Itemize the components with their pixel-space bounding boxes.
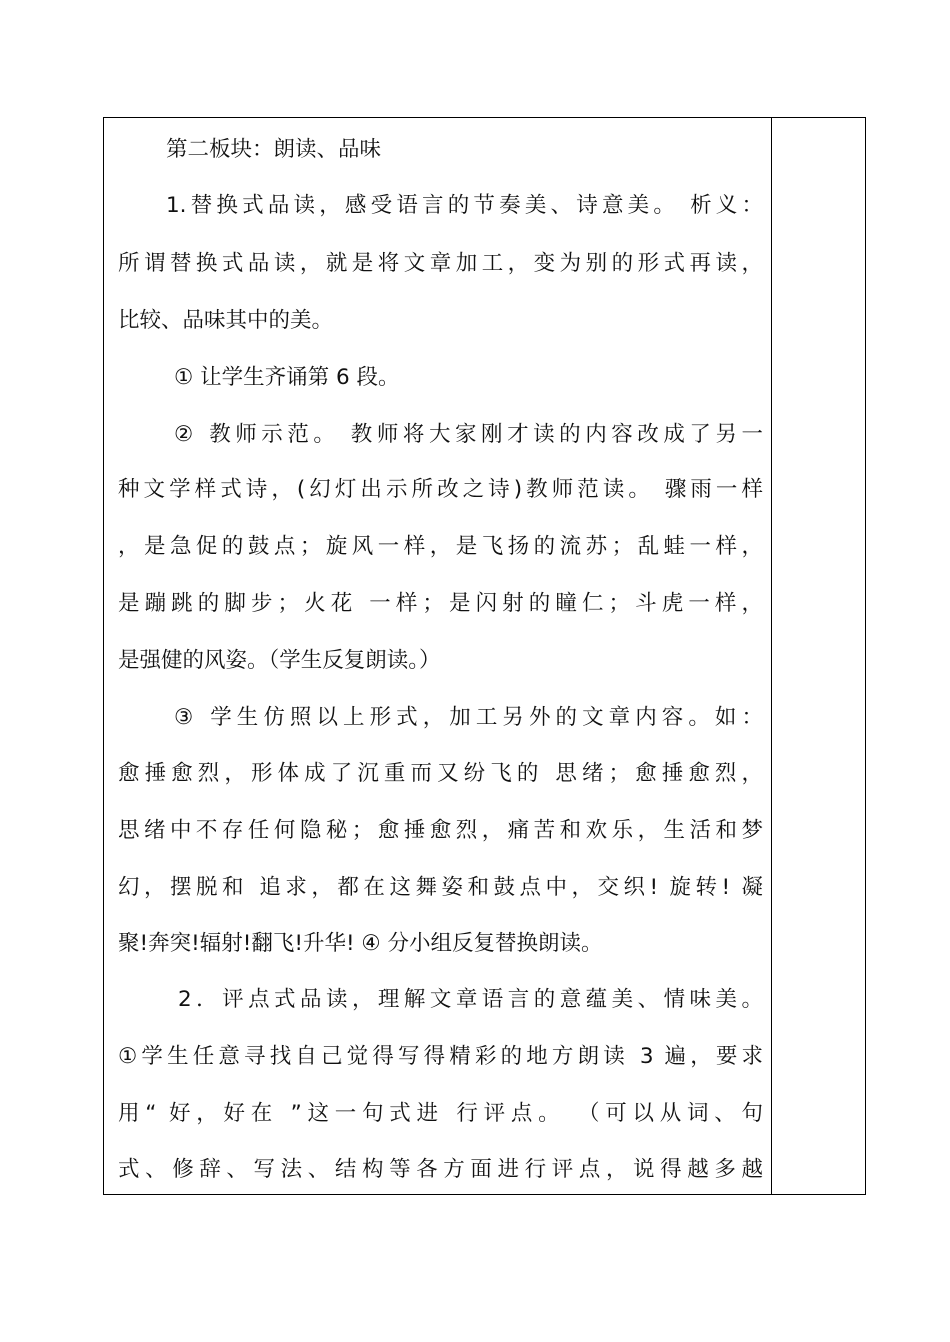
text-line: ，是急促的鼓点；旋风一样，是飞扬的流苏；乱蛙一样， <box>118 534 763 559</box>
text-line: 聚!奔突!辐射!翻飞!升华! ④ 分小组反复替换朗读。 <box>118 931 603 956</box>
text-line: 种文学样式诗，(幻灯出示所改之诗)教师范读。 骤雨一样 <box>118 477 763 502</box>
text-line: 所谓替换式品读，就是将文章加工，变为别的形式再读， <box>118 251 763 276</box>
text-line: 式、修辞、写法、结构等各方面进行评点，说得越多越 <box>118 1157 763 1182</box>
text-line: 1.替换式品读，感受语言的节奏美、诗意美。 析义： <box>166 193 763 218</box>
text-line: ① 让学生齐诵第 6 段。 <box>174 365 400 390</box>
text-line: 思绪中不存任何隐秘；愈捶愈烈，痛苦和欢乐，生活和梦 <box>118 818 763 843</box>
text-line: 比较、品味其中的美。 <box>118 308 334 333</box>
text-line: 用“ 好，好在 ”这一句式进 行评点。 （可以从词、句 <box>118 1101 763 1126</box>
text-line: 是蹦跳的脚步；火花 一样；是闪射的瞳仁；斗虎一样， <box>118 591 763 616</box>
text-line: 是强健的风姿。（学生反复朗读。） <box>118 648 441 673</box>
text-line: 2．评点式品读，理解文章语言的意蕴美、情味美。 <box>178 987 763 1012</box>
text-line: 幻，摆脱和 追求，都在这舞姿和鼓点中，交织! 旋转! 凝 <box>118 875 763 900</box>
text-line: ①学生任意寻找自己觉得写得精彩的地方朗读 3 遍，要求 <box>118 1044 763 1069</box>
text-line: ③ 学生仿照以上形式，加工另外的文章内容。如： <box>174 705 763 730</box>
text-line: 愈捶愈烈，形体成了沉重而又纷飞的 思绪；愈捶愈烈， <box>118 761 763 786</box>
text-line-section-heading: 第二板块：朗读、品味 <box>166 137 382 162</box>
column-divider <box>771 118 772 1194</box>
lesson-table <box>103 117 866 1195</box>
text-line: ② 教师示范。 教师将大家刚才读的内容改成了另一 <box>174 422 763 447</box>
